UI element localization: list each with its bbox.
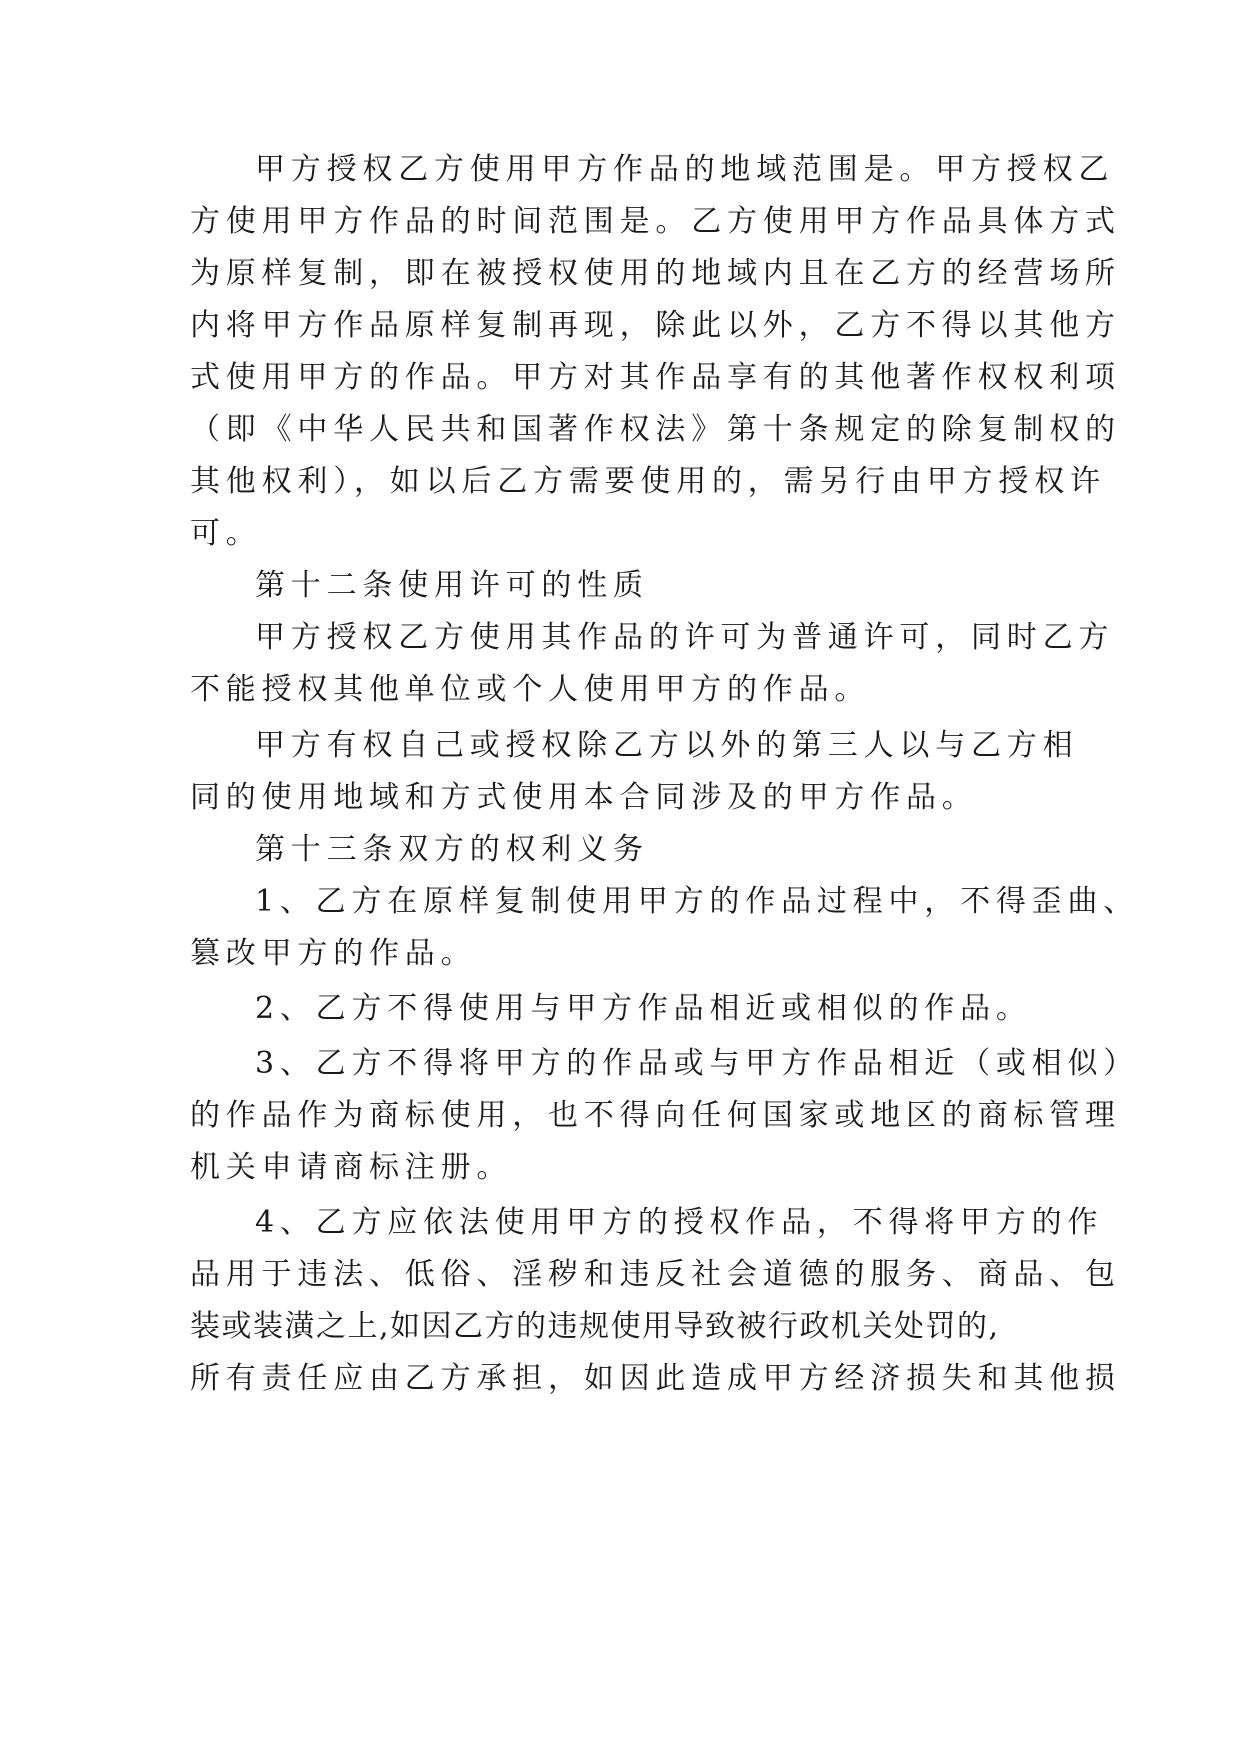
body-text-line: 篡改甲方的作品。 <box>190 936 477 971</box>
body-text-line: 其他权利），如以后乙方需要使用的，需另行由甲方授权许 <box>190 464 1106 499</box>
body-text-line: 3、乙方不得将甲方的作品或与甲方作品相近（或相似） <box>255 1046 1140 1081</box>
body-text-line: 可。 <box>190 516 262 551</box>
body-text-line: 方使用甲方作品的时间范围是。乙方使用甲方作品具体方式 <box>190 204 1121 239</box>
body-text-line: 装或装潢之上,如因乙方的违规使用导致被行政机关处罚的, <box>190 1309 1000 1344</box>
body-text-line: 甲方授权乙方使用其作品的许可为普通许可，同时乙方 <box>255 620 1115 655</box>
body-text-line: 所有责任应由乙方承担，如因此造成甲方经济损失和其他损 <box>190 1361 1121 1396</box>
body-text-line: 品用于违法、低俗、淫秽和违反社会道德的服务、商品、包 <box>190 1257 1121 1292</box>
body-text-line: （即《中华人民共和国著作权法》第十条规定的除复制权的 <box>190 412 1121 447</box>
body-text-line: 机关申请商标注册。 <box>190 1150 513 1185</box>
body-text-line: 不能授权其他单位或个人使用甲方的作品。 <box>190 672 871 707</box>
body-text-line: 同的使用地域和方式使用本合同涉及的甲方作品。 <box>190 780 978 815</box>
body-text-line: 的作品作为商标使用，也不得向任何国家或地区的商标管理 <box>190 1098 1121 1133</box>
body-text-line: 2、乙方不得使用与甲方作品相近或相似的作品。 <box>255 991 1032 1026</box>
body-text-line: 内将甲方作品原样复制再现，除此以外，乙方不得以其他方 <box>190 308 1121 343</box>
body-text-line: 甲方有权自己或授权除乙方以外的第三人以与乙方相 <box>255 728 1079 763</box>
body-text-line: 4、乙方应依法使用甲方的授权作品，不得将甲方的作 <box>255 1205 1104 1240</box>
article-heading: 第十三条双方的权利义务 <box>255 832 649 867</box>
body-text-line: 1、乙方在原样复制使用甲方的作品过程中，不得歪曲、 <box>255 884 1140 919</box>
body-text-line: 甲方授权乙方使用甲方作品的地域范围是。甲方授权乙 <box>255 152 1115 187</box>
body-text-line: 为原样复制，即在被授权使用的地域内且在乙方的经营场所 <box>190 256 1121 291</box>
body-text-line: 式使用甲方的作品。甲方对其作品享有的其他著作权权利项 <box>190 360 1121 395</box>
article-heading: 第十二条使用许可的性质 <box>255 568 649 603</box>
